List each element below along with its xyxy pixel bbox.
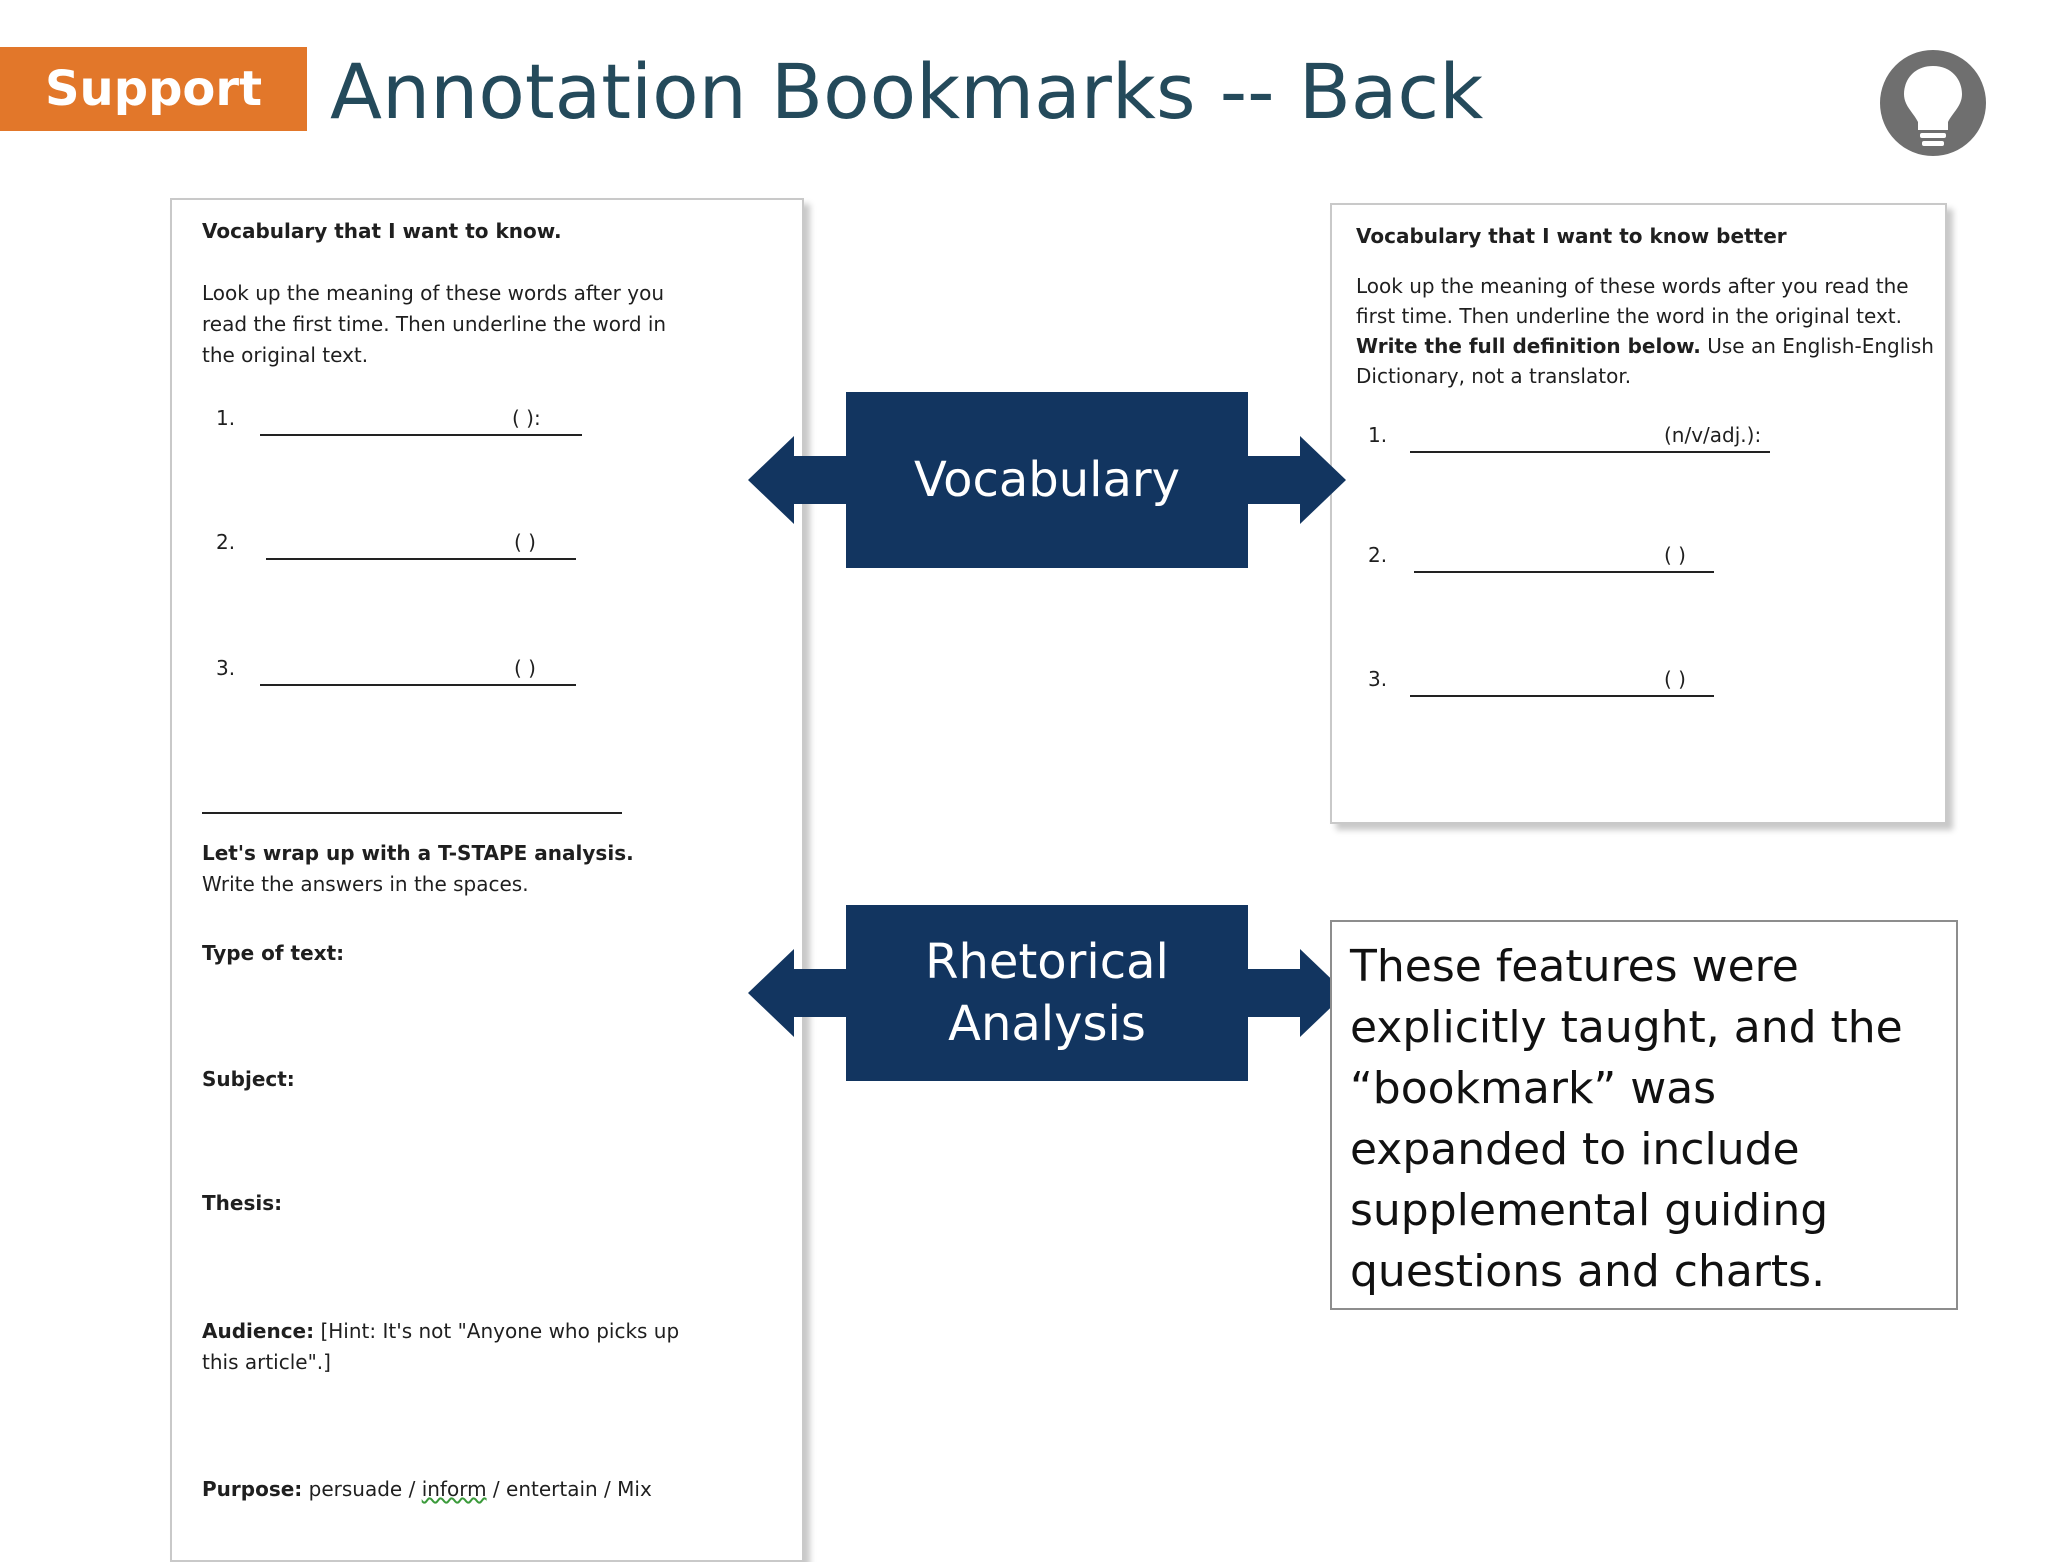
- part-of-speech: (n/v/adj.):: [1664, 423, 1762, 447]
- purpose-separator: /: [597, 1477, 618, 1501]
- rhetorical-label-line: Analysis: [948, 996, 1146, 1052]
- part-of-speech: ( ): [514, 656, 536, 680]
- audience-hint: [Hint: It's not "Anyone who picks up: [314, 1319, 680, 1343]
- field-subject: Subject:: [202, 1067, 295, 1091]
- field-type-of-text: Type of text:: [202, 941, 345, 965]
- vocabulary-label: Vocabulary: [846, 392, 1248, 568]
- arrow-left-head: [748, 949, 794, 1037]
- purpose-separator: /: [402, 1477, 422, 1501]
- left-doc-heading: Vocabulary that I want to know.: [202, 219, 562, 243]
- rhetorical-analysis-label: [846, 905, 1248, 1081]
- part-of-speech: ( ): [514, 530, 536, 554]
- item-number: 3.: [216, 656, 236, 680]
- wrap-sub: Write the answers in the spaces.: [202, 872, 529, 896]
- section-divider: [202, 812, 622, 814]
- field-purpose: [202, 1474, 652, 1504]
- left-doc-intro-line: Look up the meaning of these words after you: [202, 281, 665, 305]
- field-thesis: Thesis:: [202, 1191, 283, 1215]
- audience-label: Audience:: [202, 1319, 315, 1343]
- item-number: 1.: [216, 406, 236, 430]
- item-number: 1.: [1368, 423, 1388, 447]
- rhetorical-analysis-double-arrow: [748, 905, 1346, 1081]
- purpose-option: inform: [421, 1477, 487, 1501]
- purpose-option: Mix: [617, 1477, 652, 1501]
- item-number: 2.: [1368, 543, 1388, 567]
- lightbulb-icon: [1880, 50, 1986, 156]
- right-doc-intro-line: Look up the meaning of these words after you read the: [1356, 274, 1909, 298]
- left-doc-intro-line: the original text.: [202, 343, 369, 367]
- audience-hint-cont: this article".]: [202, 1350, 331, 1374]
- vocabulary-double-arrow: [748, 392, 1346, 568]
- right-doc-instruction: [1356, 331, 1934, 361]
- vocab-line-2: [1368, 543, 1808, 577]
- purpose-separator: /: [486, 1477, 507, 1501]
- left-document-page: [170, 198, 804, 1562]
- arrow-left-head: [748, 436, 794, 524]
- vocab-line-3: [216, 656, 616, 690]
- support-badge: Support: [0, 47, 307, 131]
- right-doc-heading: Vocabulary that I want to know better: [1356, 224, 1787, 248]
- vocab-line-2: [216, 530, 616, 564]
- instruction-bold: Write the full definition below.: [1356, 334, 1701, 358]
- purpose-option: persuade: [308, 1477, 403, 1501]
- part-of-speech: ( ): [1664, 543, 1686, 567]
- arrow-right-head: [1300, 436, 1346, 524]
- part-of-speech: ( ):: [512, 406, 541, 430]
- vocab-line-1: [216, 406, 616, 440]
- wrap-heading: Let's wrap up with a T-STAPE analysis.: [202, 841, 634, 865]
- left-doc-intro-line: read the first time. Then underline the word in: [202, 312, 667, 336]
- vocab-line-3: [1368, 667, 1808, 701]
- explanation-callout: These features were explicitly taught, and the “bookmark” was expanded to include supplemental guiding questions and charts.: [1330, 920, 1958, 1310]
- field-audience: [202, 1316, 679, 1346]
- right-doc-intro-line: first time. Then underline the word in the original text.: [1356, 304, 1903, 328]
- rhetorical-label-line: Rhetorical: [925, 934, 1169, 990]
- purpose-label: Purpose:: [202, 1477, 303, 1501]
- purpose-option: entertain: [506, 1477, 598, 1501]
- item-number: 3.: [1368, 667, 1388, 691]
- right-document-page: [1330, 203, 1947, 824]
- item-number: 2.: [216, 530, 236, 554]
- part-of-speech: ( ): [1664, 667, 1686, 691]
- slide-title: Annotation Bookmarks -- Back: [330, 47, 1484, 136]
- instruction-rest: Use an English-English: [1700, 334, 1934, 358]
- right-doc-last-line: Dictionary, not a translator.: [1356, 364, 1632, 388]
- vocab-line-1: [1368, 423, 1808, 457]
